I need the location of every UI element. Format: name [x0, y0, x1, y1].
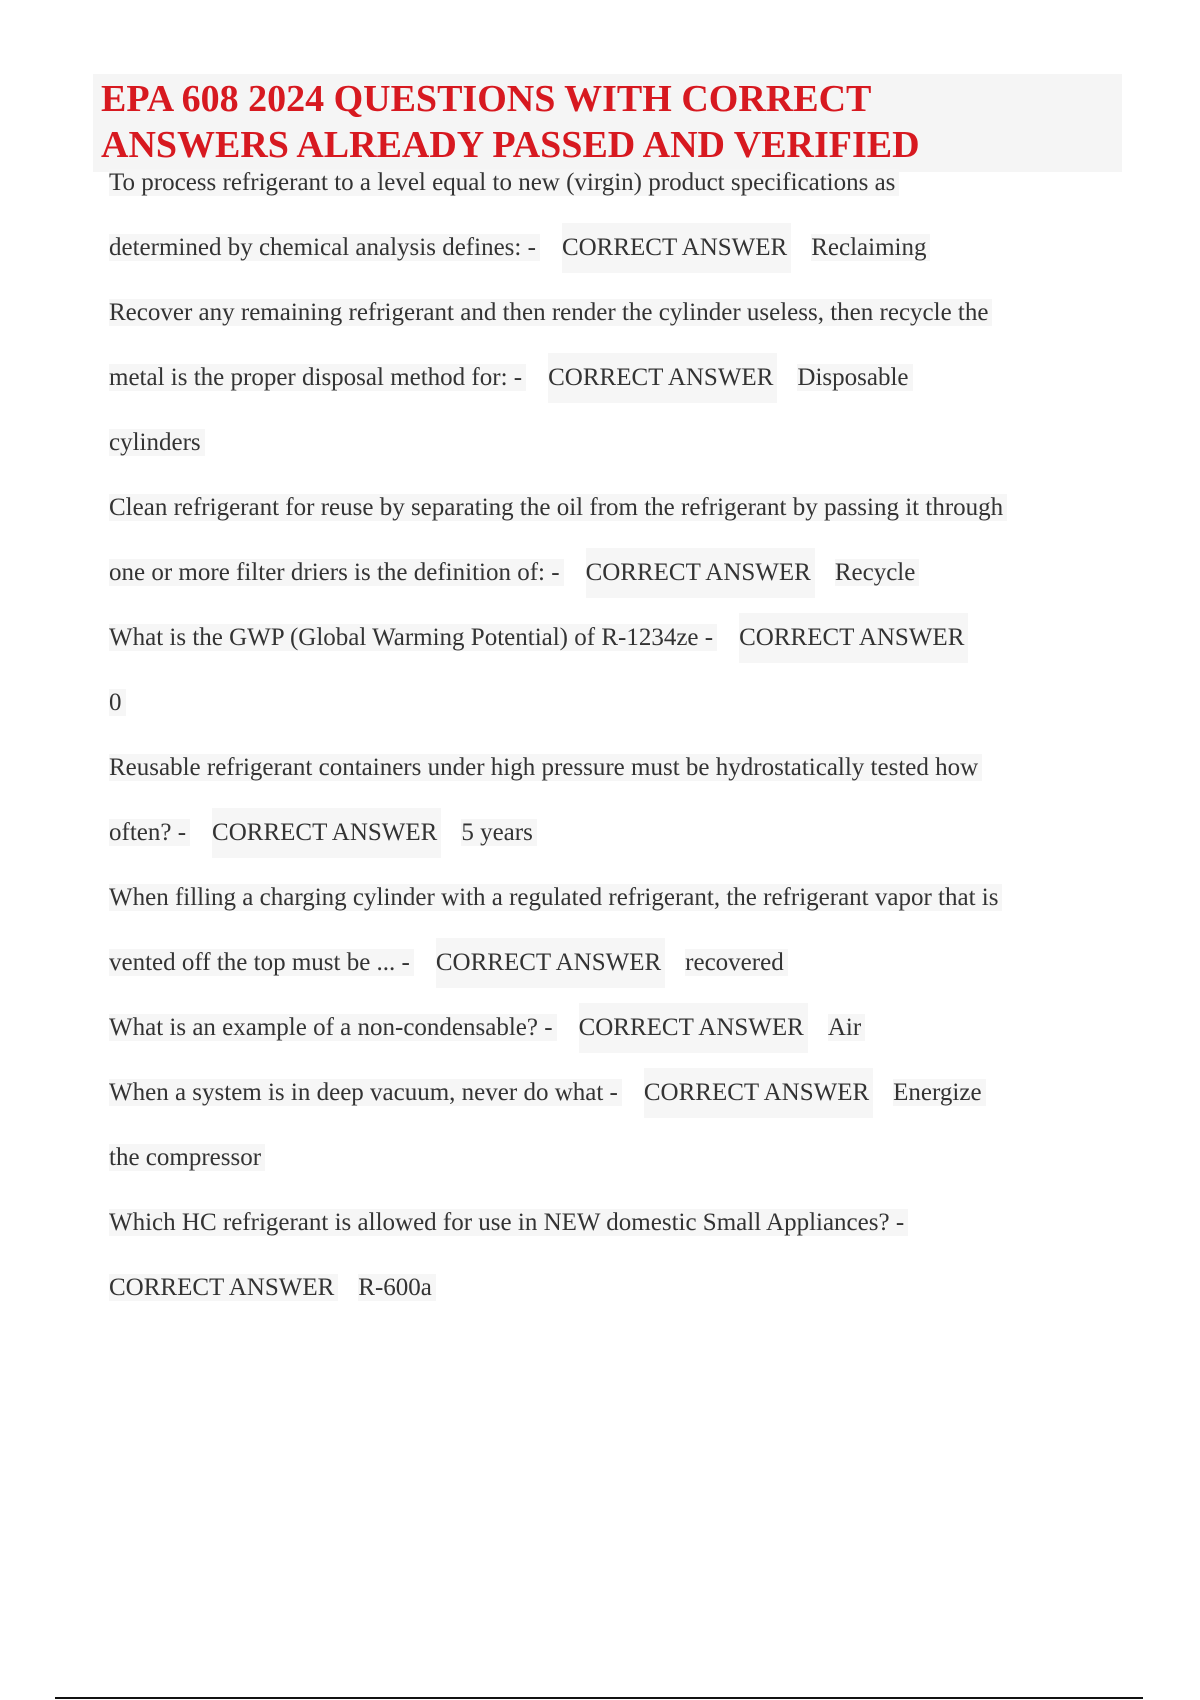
- text-line-3: [109, 288, 1129, 353]
- text-line-4: [109, 353, 1129, 418]
- answer-text: Energize: [893, 1079, 985, 1106]
- correct-answer-label: CORRECT ANSWER: [586, 548, 815, 598]
- line-text: Reusable refrigerant containers under high pressure must be hydrostatically tested how: [109, 754, 982, 781]
- text-line-13: [109, 938, 1129, 1003]
- line-text: cylinders: [109, 429, 205, 456]
- answer-text: 0: [109, 689, 126, 716]
- text-line-17: [109, 1198, 1129, 1263]
- text-line-1: [109, 158, 1129, 223]
- line-text: Which HC refrigerant is allowed for use in NEW domestic Small Appliances? -: [109, 1209, 908, 1236]
- text-line-5: [109, 418, 1129, 483]
- question-text: determined by chemical analysis defines: -: [109, 234, 540, 261]
- question-text: When a system is in deep vacuum, never do what -: [109, 1079, 622, 1106]
- answer-text: Air: [828, 1014, 865, 1041]
- text-line-2: [109, 223, 1129, 288]
- answer-text: Reclaiming: [811, 234, 930, 261]
- line-text: Recover any remaining refrigerant and then render the cylinder useless, then recycle the: [109, 299, 992, 326]
- text-line-6: [109, 483, 1129, 548]
- text-line-14: [109, 1003, 1129, 1068]
- correct-answer-label: CORRECT ANSWER: [109, 1274, 338, 1301]
- line-text: To process refrigerant to a level equal to new (virgin) product specifications as: [109, 169, 899, 196]
- text-line-11: [109, 808, 1129, 873]
- text-line-9: [109, 678, 1129, 743]
- correct-answer-label: CORRECT ANSWER: [562, 223, 791, 273]
- text-line-8: [109, 613, 1129, 678]
- title-line-1: EPA 608 2024 QUESTIONS WITH CORRECT: [101, 78, 872, 120]
- question-answer-list: [109, 158, 1129, 1328]
- title-line-2: ANSWERS ALREADY PASSED AND VERIFIED: [101, 124, 920, 166]
- question-text: What is the GWP (Global Warming Potential) of R-1234ze -: [109, 624, 717, 651]
- correct-answer-label: CORRECT ANSWER: [579, 1003, 808, 1053]
- text-line-15: [109, 1068, 1129, 1133]
- correct-answer-label: CORRECT ANSWER: [436, 938, 665, 988]
- text-line-10: [109, 743, 1129, 808]
- answer-text: R-600a: [358, 1274, 436, 1301]
- correct-answer-label: CORRECT ANSWER: [212, 808, 441, 858]
- answer-text: 5 years: [461, 819, 537, 846]
- question-text: vented off the top must be ... -: [109, 949, 414, 976]
- question-text: one or more filter driers is the definition of: -: [109, 559, 564, 586]
- line-text: When filling a charging cylinder with a regulated refrigerant, the refrigerant vapor that is: [109, 884, 1002, 911]
- line-text: Clean refrigerant for reuse by separating the oil from the refrigerant by passing it through: [109, 494, 1007, 521]
- text-line-12: [109, 873, 1129, 938]
- line-text: the compressor: [109, 1144, 265, 1171]
- correct-answer-label: CORRECT ANSWER: [548, 353, 777, 403]
- question-text: What is an example of a non-condensable? -: [109, 1014, 557, 1041]
- footer-divider: [55, 1697, 1143, 1699]
- question-text: metal is the proper disposal method for: -: [109, 364, 526, 391]
- text-line-18: [109, 1263, 1129, 1328]
- text-line-7: [109, 548, 1129, 613]
- question-text: often? -: [109, 819, 190, 846]
- text-line-16: [109, 1133, 1129, 1198]
- correct-answer-label: CORRECT ANSWER: [739, 613, 968, 663]
- answer-text: Recycle: [835, 559, 920, 586]
- answer-text: recovered: [685, 949, 788, 976]
- answer-text: Disposable: [797, 364, 912, 391]
- correct-answer-label: CORRECT ANSWER: [644, 1068, 873, 1118]
